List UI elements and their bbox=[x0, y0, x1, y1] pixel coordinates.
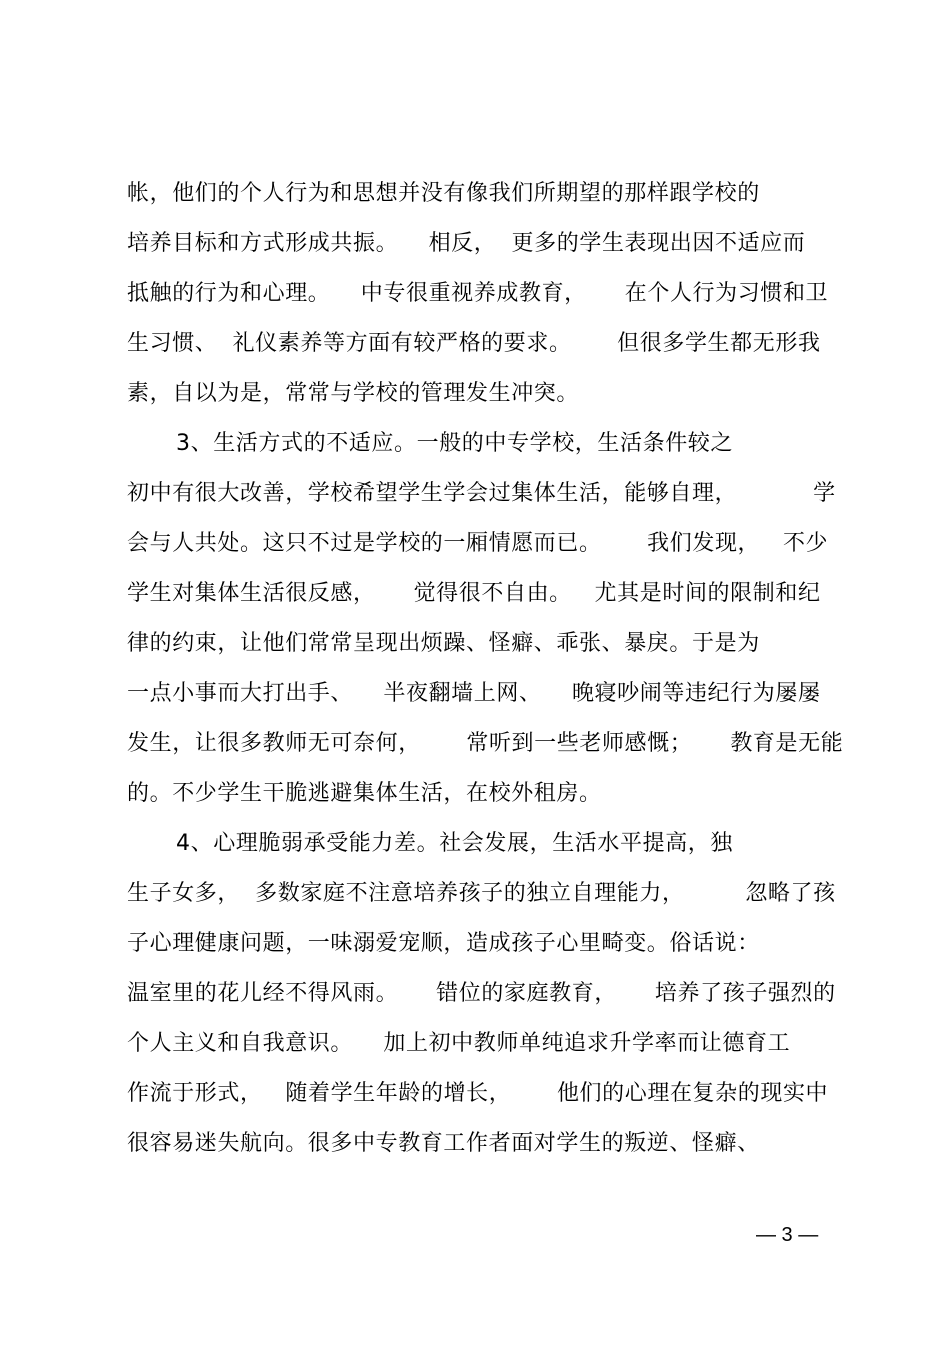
text-line: 律的约束，让他们常常呈现出烦躁、怪癖、乖张、暴戾。于是为 bbox=[127, 631, 760, 656]
text-line: 素，自以为是，常常与学校的管理发生冲突。 bbox=[127, 381, 580, 406]
paragraph-start-line: 4、心理脆弱承受能力差。社会发展，生活水平提高，独 bbox=[176, 831, 733, 856]
text-line: 的。不少学生干脆逃避集体生活，在校外租房。 bbox=[127, 781, 602, 806]
text-line: 生习惯、 礼仪素养等方面有较严格的要求。 但很多学生都无形我 bbox=[127, 331, 821, 356]
text-line: 很容易迷失航向。很多中专教育工作者面对学生的叛逆、怪癖、 bbox=[127, 1131, 760, 1156]
paragraph-start-line: 3、生活方式的不适应。一般的中专学校，生活条件较之 bbox=[176, 431, 733, 456]
text-line: 子心理健康问题，一味溺爱宠顺，造成孩子心里畸变。俗话说： bbox=[127, 931, 760, 956]
text-line: 培养目标和方式形成共振。 相反， 更多的学生表现出因不适应而 bbox=[127, 231, 806, 256]
text-line: 一点小事而大打出手、 半夜翻墙上网、 晚寝吵闹等违纪行为屡屡 bbox=[127, 681, 821, 706]
page-number: — 3 — bbox=[756, 1224, 819, 1246]
text-line: 个人主义和自我意识。 加上初中教师单纯追求升学率而让德育工 bbox=[127, 1031, 791, 1056]
text-line: 抵触的行为和心理。 中专很重视养成教育， 在个人行为习惯和卫 bbox=[127, 281, 829, 306]
text-line: 生子女多， 多数家庭不注意培养孩子的独立自理能力， 忽略了孩 bbox=[127, 881, 836, 906]
text-line: 作流于形式， 随着学生年龄的增长， 他们的心理在复杂的现实中 bbox=[127, 1081, 829, 1106]
text-line: 会与人共处。这只不过是学校的一厢情愿而已。 我们发现， 不少 bbox=[127, 531, 829, 556]
text-line: 温室里的花儿经不得风雨。 错位的家庭教育， 培养了孩子强烈的 bbox=[127, 981, 836, 1006]
text-line: 初中有很大改善，学校希望学生学会过集体生活，能够自理， 学 bbox=[127, 481, 836, 506]
text-line: 帐，他们的个人行为和思想并没有像我们所期望的那样跟学校的 bbox=[127, 181, 760, 206]
text-line: 学生对集体生活很反感， 觉得很不自由。 尤其是时间的限制和纪 bbox=[127, 581, 821, 606]
text-line: 发生，让很多教师无可奈何， 常听到一些老师感慨； 教育是无能 bbox=[127, 731, 844, 756]
